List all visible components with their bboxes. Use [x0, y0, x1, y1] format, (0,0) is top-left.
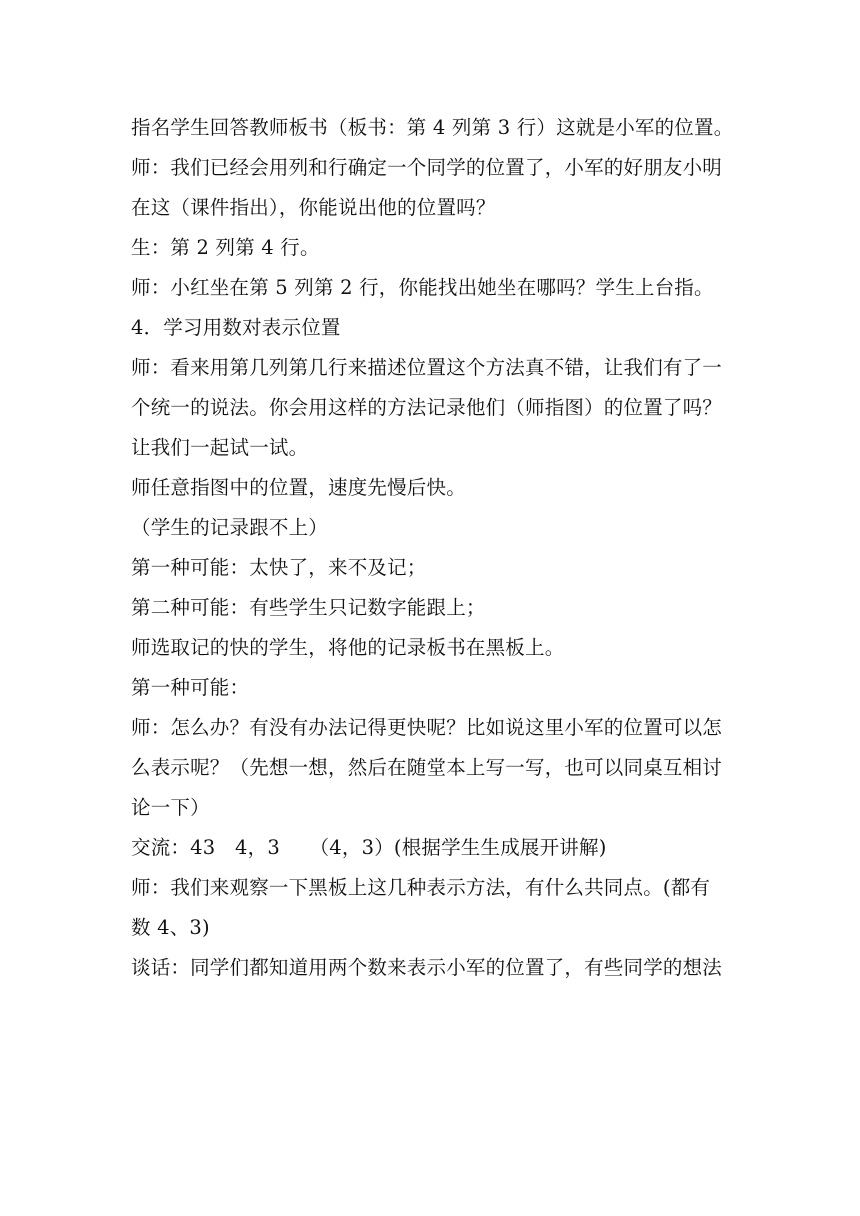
text-line: 师任意指图中的位置，速度先慢后快。: [131, 476, 466, 499]
text-line: 让我们一起试一试。: [131, 436, 309, 459]
text-line: 谈话：同学们都知道用两个数来表示小军的位置了，有些同学的想法: [131, 956, 723, 979]
text-line: 交流：43 4，3 （4，3）(根据学生生成展开讲解): [131, 836, 607, 859]
text-line: 师：看来用第几列第几行来描述位置这个方法真不错，让我们有了一: [131, 356, 723, 379]
text-line: 指名学生回答教师板书（板书：第 4 列第 3 行）这就是小军的位置。: [131, 116, 734, 139]
text-line: 师：怎么办？有没有办法记得更快呢？比如说这里小军的位置可以怎: [131, 716, 723, 739]
text-line: 师：小红坐在第 5 列第 2 行，你能找出她坐在哪吗？学生上台指。: [131, 276, 714, 299]
text-line: 在这（课件指出），你能说出他的位置吗？: [131, 196, 496, 219]
text-line: 第一种可能：太快了，来不及记；: [131, 556, 427, 579]
section-heading: 4．学习用数对表示位置: [131, 316, 341, 339]
text-line: 么表示呢？（先想一想，然后在随堂本上写一写，也可以同桌互相讨: [131, 756, 723, 779]
text-line: 师选取记的快的学生，将他的记录板书在黑板上。: [131, 636, 565, 659]
text-line: 师：我们来观察一下黑板上这几种表示方法，有什么共同点。(都有: [131, 876, 711, 899]
text-line: 第二种可能：有些学生只记数字能跟上；: [131, 596, 486, 619]
text-line: 生：第 2 列第 4 行。: [131, 236, 320, 259]
text-line: 论一下）: [131, 796, 210, 819]
text-line: 第一种可能：: [131, 676, 250, 699]
text-line: 个统一的说法。你会用这样的方法记录他们（师指图）的位置了吗？: [131, 396, 723, 419]
text-line: 数 4、3): [131, 916, 210, 939]
text-line: （学生的记录跟不上）: [131, 516, 329, 539]
text-line: 师：我们已经会用列和行确定一个同学的位置了，小军的好朋友小明: [131, 156, 723, 179]
document-body: [131, 108, 746, 988]
